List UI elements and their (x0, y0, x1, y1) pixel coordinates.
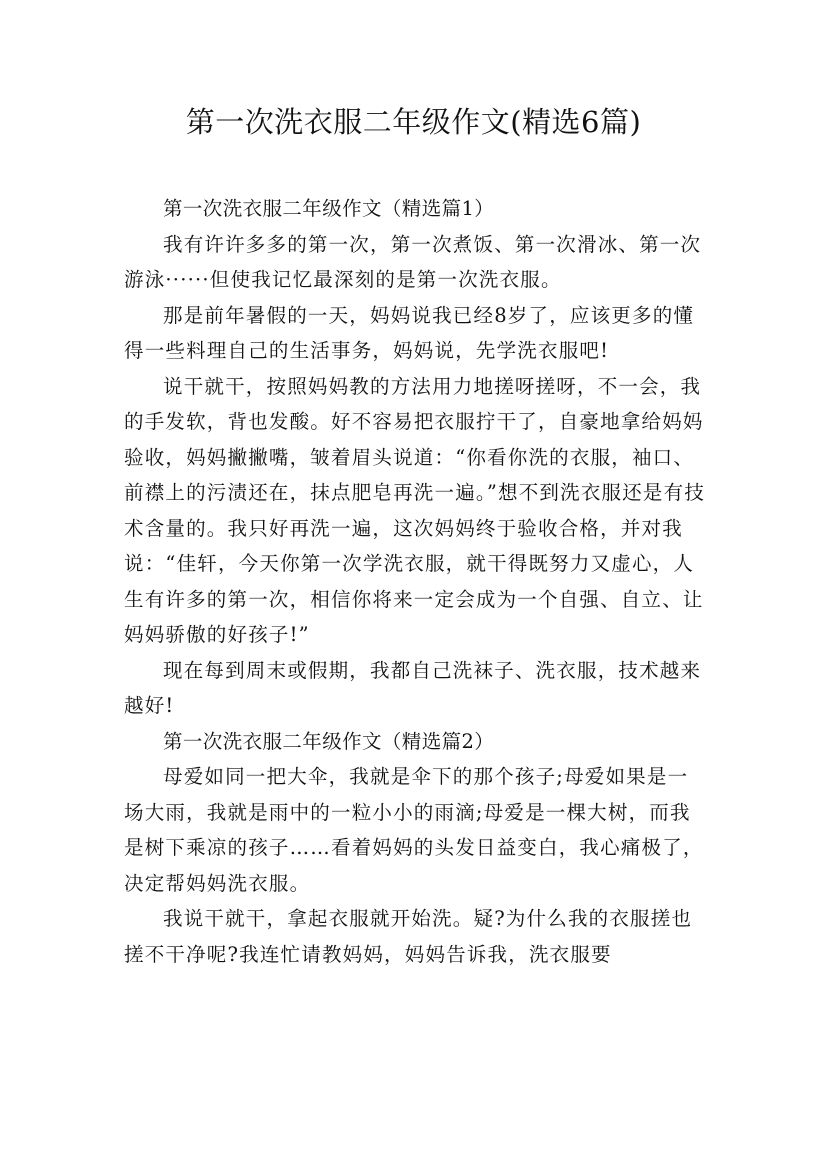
paragraph: 我说干就干，拿起衣服就开始洗。疑?为什么我的衣服搓也搓不干净呢?我连忙请教妈妈，妈妈告诉我，洗衣服要 (124, 907, 693, 966)
section-heading-2: 第一次洗衣服二年级作文（精选篇2） (163, 729, 495, 753)
paragraph: 说干就干，按照妈妈教的方法用力地搓呀搓呀，不一会，我的手发软，背也发酸。好不容易把衣服拧干了，自豪地拿给妈妈验收，妈妈撇撇嘴，皱着眉头说道：“你看你洗的衣服，袖口、前襟上的污渍还在，抹点肥皂再洗一遍。”想不到洗衣服还是有技术含量的。我只好再洗一遍，这次妈妈终于验收合格，并对我说：“佳轩，今天你第一次学洗衣服，就干得既努力又虚心，人生有许多的第一次，相信你将来一定会成为一个自强、自立、让妈妈骄傲的好孩子!” (124, 374, 706, 646)
paragraph: 那是前年暑假的一天，妈妈说我已经8岁了，应该更多的懂得一些料理自己的生活事务，妈妈说，先学洗衣服吧! (124, 303, 695, 362)
paragraph: 我有许许多多的第一次，第一次煮饭、第一次滑冰、第一次游泳······但使我记忆最深刻的是第一次洗衣服。 (124, 232, 702, 291)
paragraph: 母爱如同一把大伞，我就是伞下的那个孩子;母爱如果是一场大雨，我就是雨中的一粒小小的雨滴;母爱是一棵大树，而我是树下乘凉的孩子……看着妈妈的头发日益变白，我心痛极了，决定帮妈妈洗衣服。 (124, 765, 704, 895)
document-body (124, 191, 707, 972)
paragraph: 现在每到周末或假期，我都自己洗袜子、洗衣服，技术越来越好! (124, 658, 702, 717)
document-title: 第一次洗衣服二年级作文(精选6篇) (185, 105, 642, 139)
section-heading-1: 第一次洗衣服二年级作文（精选篇1） (163, 197, 495, 220)
